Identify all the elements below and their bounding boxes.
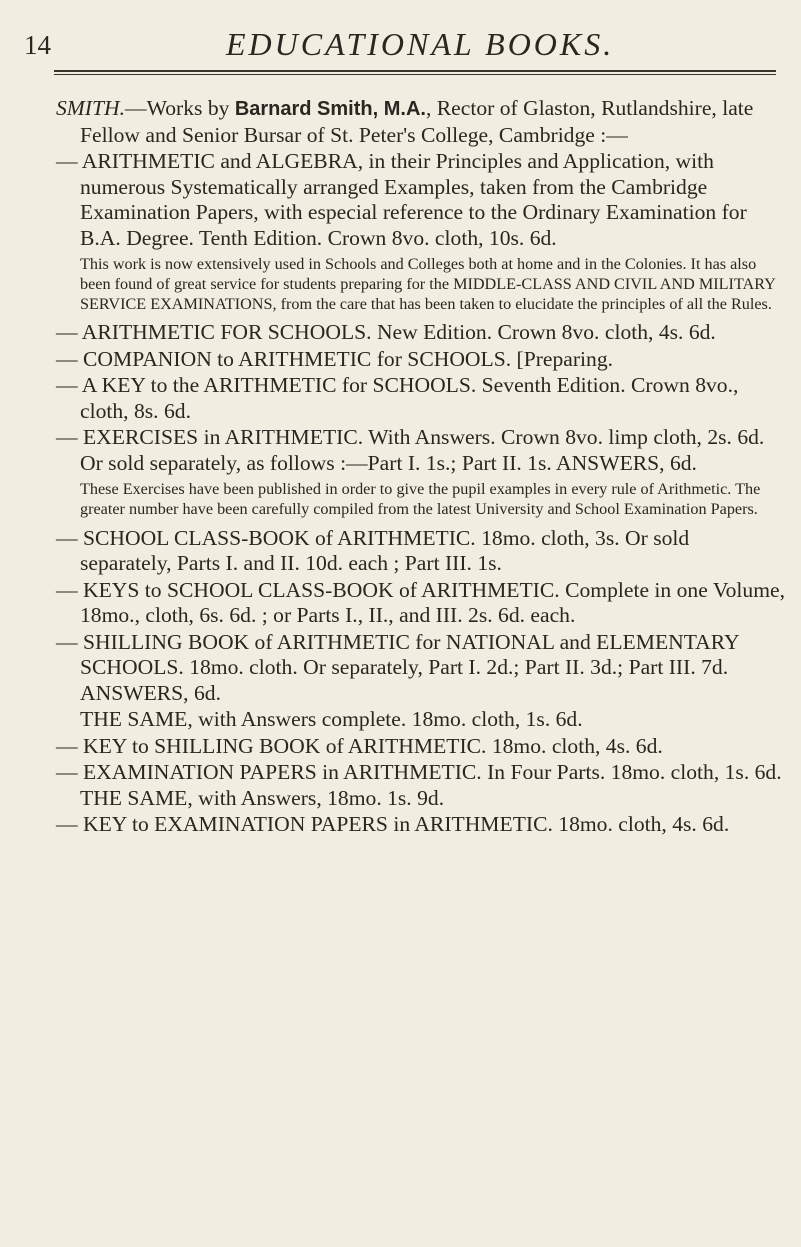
book-entry: — ARITHMETIC and ALGEBRA, in their Principles and Application, with numerous Systematically arranged Examples, taken from the Cambridge Examination Papers, with especial reference to the Ordinary Examination for B.A. Degree. Tenth Edition. Crown 8vo. cloth, 10s. 6d. bbox=[56, 149, 747, 250]
book-note: These Exercises have been published in order to give the pupil examples in every rule of Arithmetic. The greater number have been carefully compiled from the latest University and School Examination Papers. bbox=[80, 480, 761, 519]
intro-dash: —Works by bbox=[124, 96, 235, 120]
book-entry: — KEYS to SCHOOL CLASS-BOOK of ARITHMETIC. Complete in one Volume, 18mo., cloth, 6s. 6d. ; or Parts I., II., and III. 2s. 6d. each. bbox=[56, 577, 785, 628]
book-entry: — ARITHMETIC FOR SCHOOLS. New Edition. Crown 8vo. cloth, 4s. 6d. bbox=[56, 320, 716, 345]
book-entry: — EXAMINATION PAPERS in ARITHMETIC. In Four Parts. 18mo. cloth, 1s. 6d. THE SAME, with Answers, 18mo. 1s. 9d. bbox=[56, 760, 782, 810]
author-full-name: Barnard Smith, M.A. bbox=[234, 98, 426, 120]
header-rule-thin bbox=[54, 74, 776, 75]
book-variant: THE SAME, with Answers complete. 18mo. cloth, 1s. 6d. bbox=[80, 707, 583, 732]
catalogue-body bbox=[56, 96, 786, 839]
book-entry: — COMPANION to ARITHMETIC for SCHOOLS. [Preparing. bbox=[56, 346, 614, 371]
book-entry: — A KEY to the ARITHMETIC for SCHOOLS. Seventh Edition. Crown 8vo., cloth, 8s. 6d. bbox=[56, 373, 739, 423]
author-name: SMITH. bbox=[56, 96, 125, 120]
author-intro bbox=[56, 96, 786, 148]
book-entry: — KEY to SHILLING BOOK of ARITHMETIC. 18mo. cloth, 4s. 6d. bbox=[56, 733, 663, 758]
book-entry: — EXERCISES in ARITHMETIC. With Answers. Crown 8vo. limp cloth, 2s. 6d. Or sold separately, as follows :—Part I. 1s.; Part II. 1s. ANSWERS, 6d. bbox=[56, 425, 765, 475]
page-number: 14 bbox=[24, 30, 51, 60]
header-rule bbox=[54, 70, 776, 72]
author-description: , Rector of Glaston, Rutlandshire, late Fellow and Senior Bursar of St. Peter's College, Cambridge :— bbox=[80, 96, 754, 147]
book-entry: — KEY to EXAMINATION PAPERS in ARITHMETIC. 18mo. cloth, 4s. 6d. bbox=[56, 812, 730, 837]
running-head: EDUCATIONAL BOOKS. bbox=[226, 26, 615, 62]
book-entry: — SCHOOL CLASS-BOOK of ARITHMETIC. 18mo. cloth, 3s. Or sold separately, Parts I. and II. 10d. each ; Part III. 1s. bbox=[56, 525, 690, 576]
book-note: This work is now extensively used in Schools and Colleges both at home and in the Colonies. It has also been found of great service for students preparing for the MIDDLE-CLASS AND CIVIL AND MILITARY SERVICE EXAMINATIONS, from the care that has been taken to elucidate the principles of all the Rules. bbox=[80, 255, 776, 313]
book-entry: — SHILLING BOOK of ARITHMETIC for NATIONAL and ELEMENTARY SCHOOLS. 18mo. cloth. Or separately, Part I. 2d.; Part II. 3d.; Part III. 7d. ANSWERS, 6d. bbox=[56, 629, 739, 705]
